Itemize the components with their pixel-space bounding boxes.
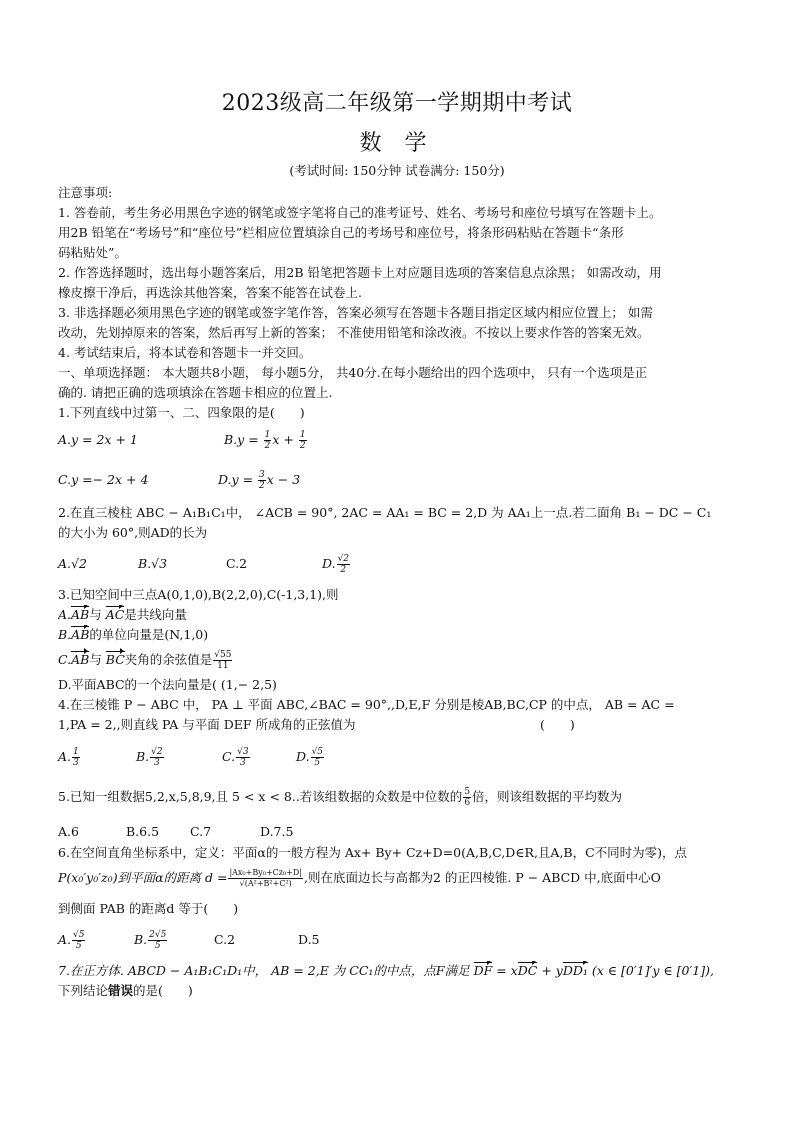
notice-line: 改动，先划掉原来的答案，然后再写上新的答案； 不准使用铅笔和涂改液。不按以上要求作答的答案无效。: [58, 325, 650, 340]
option-b: B.6.5: [126, 824, 160, 839]
option-a: A.y = 2x + 1: [58, 432, 138, 447]
option-prefix: C.: [222, 748, 236, 764]
option-b: [134, 930, 214, 951]
question-7-stem-cont: [58, 981, 740, 1001]
fraction-num: |Ax₀+By₀+Cz₀+D|: [229, 867, 302, 877]
option-a: A.√2: [58, 556, 87, 571]
fraction-num: √55: [214, 649, 232, 660]
fraction: [337, 554, 350, 575]
question-7-stem: [58, 961, 740, 981]
vector-ac: AC: [106, 605, 125, 625]
option-c: [58, 645, 740, 675]
vector-dd1: DD₁: [563, 961, 588, 981]
fraction-den: 6: [464, 797, 471, 808]
option-c: [222, 747, 296, 768]
option-d-prefix: D.: [322, 555, 336, 571]
notice-line: 用2B 铅笔在“考场号”和“座位号”栏相应位置填涂自己的考场号和座位号，将条形码粘贴在答题卡“条形: [58, 225, 624, 240]
option-d: [296, 747, 325, 768]
option-c-prefix: C.: [58, 652, 72, 667]
fraction-den: 3: [73, 757, 79, 768]
question-2-options: [58, 549, 740, 579]
fraction-num: 1: [264, 429, 271, 440]
text: + y: [537, 963, 563, 978]
exam-body: [58, 183, 740, 1001]
fraction-num: 1: [299, 429, 306, 440]
option-d: [218, 470, 300, 491]
text: 下列结论: [58, 983, 109, 998]
option-c: C.7: [190, 824, 212, 839]
exam-info: (考试时间: 150分钟 试卷满分: 150分): [289, 163, 505, 178]
section-heading: 一、单项选择题： 本大题共8小题， 每小题5分， 共40分.在每小题给出的四个选项中， 只有一个选项是正: [58, 365, 648, 380]
option-b: B.√3: [138, 556, 168, 571]
fraction-num: √5: [311, 746, 324, 757]
notice-line: 1. 答卷前，考生务必用黑色字迹的钢笔或签字笔将自己的准考证号、姓名、考场号和座位号填写在答题卡上。: [58, 205, 662, 220]
fraction-den: √(A²+B²+C²): [239, 878, 292, 888]
question-4-stem-cont: [58, 715, 740, 735]
fraction-den: 3: [154, 757, 160, 768]
option-a: [58, 747, 136, 768]
exam-title: 2023级高二年级第一学期期中考试: [221, 91, 573, 116]
question-4-stem: 4.在三棱锥 P − ABC 中， PA ⊥ 平面 ABC,∠BAC = 90°,,D,E,F 分别是棱AB,BC,CP 的中点， AB = AC =: [58, 697, 675, 712]
question-5-stem: [58, 783, 740, 811]
option-b-mid: x +: [272, 431, 298, 447]
fraction: [236, 747, 249, 768]
fraction-num: 5: [464, 786, 471, 797]
text: P(x₀′y₀′z₀)到平面α的距离 d =: [58, 870, 228, 885]
option-c: C.2: [214, 932, 236, 947]
fraction: [148, 930, 167, 951]
option-b-prefix: B.y =: [224, 431, 263, 447]
text: 1,PA = 2,,则直线 PA 与平面 DEF 所成角的正弦值为: [58, 717, 356, 732]
emphasis-text: 错误: [108, 983, 134, 998]
option-d: D.7.5: [260, 824, 294, 839]
fraction-num: √2: [337, 553, 350, 564]
text: ,则在底面边长与高都为2 的正四棱锥. P − ABCD 中,底面中心O: [304, 870, 661, 885]
fraction: [264, 430, 272, 451]
notice-line: 橡皮擦干净后，再选涂其他答案，答案不能答在试卷上.: [58, 285, 362, 300]
fraction: [72, 930, 85, 951]
option-d: D.平面ABC的一个法向量是( (1,− 2,5): [58, 677, 277, 692]
option-d-post: x − 3: [266, 471, 301, 487]
fraction: [258, 470, 266, 491]
fraction-den: 11: [217, 660, 229, 671]
text: 的单位向量是(N,1,0): [89, 627, 209, 642]
option-a: A.6: [58, 824, 79, 839]
fraction-num: 1: [73, 746, 79, 757]
option-b: [136, 747, 222, 768]
vector-ab: AB: [71, 625, 89, 645]
text: 7.在正方体. ABCD − A₁B₁C₁D₁中， AB = 2,E 为 CC₁的中点，点F满足: [58, 963, 474, 978]
question-2-stem: 2.在直三棱柱 ABC − A₁B₁C₁中， ∠ACB = 90°, 2AC = AA₁ = BC = 2,D 为 AA₁上一点.若二面角 B₁ − DC − C₁: [58, 505, 712, 520]
fraction: [299, 430, 307, 451]
text: = x: [492, 963, 518, 978]
question-6-stem-cont: [58, 863, 740, 893]
fraction-den: 2: [340, 564, 347, 575]
fraction-num: √5: [73, 929, 85, 940]
vector-dc: DC: [518, 961, 538, 981]
subject-title: 数 学: [359, 131, 435, 156]
text: 是共线向量: [124, 607, 187, 622]
text: 与: [89, 652, 106, 667]
question-2-stem-cont: 的大小为 60°,则AD的长为: [58, 525, 208, 540]
fraction-den: 5: [75, 940, 82, 951]
option-prefix: B.: [134, 931, 148, 947]
option-prefix: B.: [136, 748, 150, 764]
question-1-options-row1: [58, 423, 740, 457]
question-1-options-row2: [58, 463, 740, 497]
fraction-den: 5: [154, 940, 161, 951]
text: 夹角的余弦值是: [124, 652, 213, 667]
notice-line: 2. 作答选择题时，选出每小题答案后，用2B 铅笔把答题卡上对应题目选项的答案信息点涂黑； 如需改动，用: [58, 265, 662, 280]
question-6-stem: 6.在空间直角坐标系中，定义：平面α的一般方程为 Ax+ By+ Cz+D=0(A,B,C,D∈R,且A,B，C不同时为零)，点: [58, 845, 688, 860]
notice-line: 4. 考试结束后，将本试卷和答题卡一并交回。: [58, 345, 312, 360]
fraction-num: 2√5: [149, 929, 167, 940]
notice-line: 码粘贴处”。: [58, 245, 127, 260]
section-heading-cont: 确的. 请把正确的选项填涂在答题卡相应的位置上.: [58, 385, 333, 400]
text: 5.已知一组数据5,2,x,5,8,9,且 5 < x < 8..若该组数据的众数是中位数的: [58, 789, 463, 804]
option-a: [58, 605, 740, 625]
option-a-prefix: A.: [58, 607, 72, 622]
option-b-prefix: B.: [58, 627, 72, 642]
vector-bc: BC: [106, 650, 125, 670]
fraction: [150, 747, 163, 768]
fraction-num: √2: [151, 746, 163, 757]
fraction: [228, 868, 303, 889]
option-a: [58, 930, 134, 951]
option-d: [322, 554, 351, 575]
text: 与: [89, 607, 106, 622]
notice-line: 3. 非选择题必须用黑色字迹的钢笔或签字笔作答，答案必须写在答题卡各题目指定区域内相应位置上； 如需: [58, 305, 653, 320]
fraction-den: 2: [299, 440, 306, 451]
fraction: [72, 747, 80, 768]
vector-ab: AB: [71, 650, 89, 670]
answer-paren: ( ): [540, 717, 575, 732]
fraction-den: 2: [259, 480, 265, 491]
fraction-num: 3: [259, 469, 265, 480]
option-prefix: A.: [58, 931, 72, 947]
option-d-prefix: D.y =: [218, 471, 258, 487]
fraction: [213, 650, 232, 671]
option-c: C.2: [226, 556, 248, 571]
vector-df: DF: [474, 961, 493, 981]
fraction: [463, 787, 471, 808]
text: 倍，则该组数据的平均数为: [472, 789, 623, 804]
text: (x ∈ [0′1]′y ∈ [0′1]),: [587, 963, 714, 978]
text: 的是( ): [133, 983, 193, 998]
option-c: C.y =− 2x + 4: [58, 472, 149, 487]
fraction-den: 2: [264, 440, 271, 451]
question-6-options: [58, 925, 740, 955]
option-prefix: A.: [58, 748, 72, 764]
question-5-options: [58, 821, 740, 843]
option-b: [58, 625, 740, 645]
question-1-stem: 1.下列直线中过第一、二、四象限的是( ): [58, 405, 305, 420]
notice-heading: 注意事项:: [58, 185, 113, 200]
fraction-den: 5: [314, 757, 321, 768]
option-b: [224, 430, 308, 451]
vector-ab: AB: [71, 605, 89, 625]
fraction-num: √3: [237, 746, 249, 757]
option-prefix: D.: [296, 748, 310, 764]
question-4-options: [58, 741, 740, 773]
question-6-stem-cont: 到侧面 PAB 的距离d 等于( ): [58, 901, 239, 916]
option-d: D.5: [298, 932, 320, 947]
fraction: [311, 747, 324, 768]
question-3-stem: 3.已知空间中三点A(0,1,0),B(2,2,0),C(-1,3,1),则: [58, 587, 339, 602]
fraction-den: 3: [239, 757, 246, 768]
